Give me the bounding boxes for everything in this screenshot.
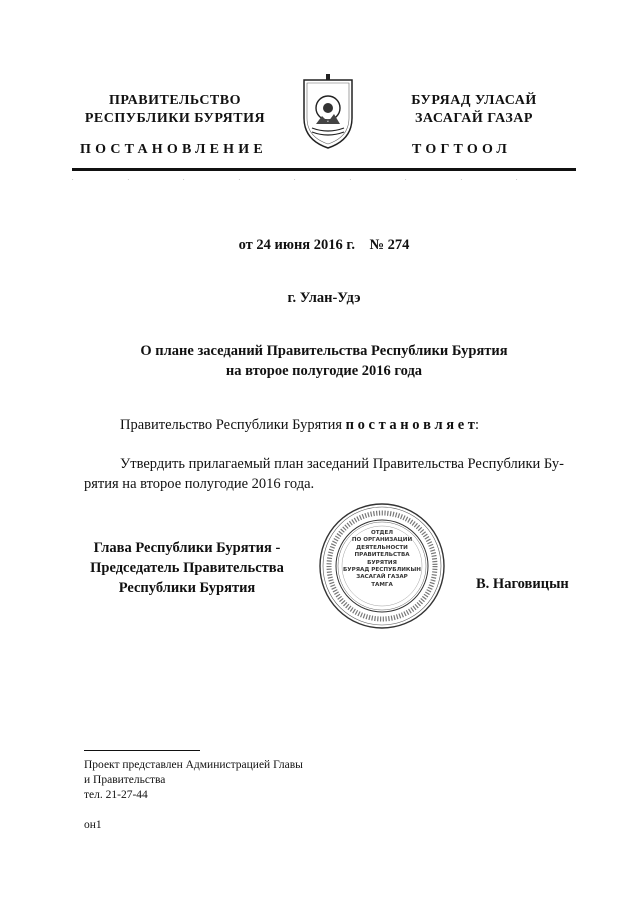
header-right-line1: БУРЯАД УЛАСАЙ xyxy=(411,93,537,108)
intro-suffix: : xyxy=(474,417,479,433)
seal-inner-text xyxy=(342,530,422,589)
official-seal xyxy=(318,502,446,630)
footer-code: он1 xyxy=(84,819,102,831)
city: г. Улан-Удэ xyxy=(287,290,361,306)
intro-prefix: Правительство Республики Бурятия xyxy=(120,417,346,433)
title-line1: О плане заседаний Правительства Республики Бурятия xyxy=(140,343,508,359)
seal-line: ТАМГА xyxy=(371,581,393,588)
seal-line: БУРЯТИЯ xyxy=(367,559,397,566)
footer-line2: и Правительства xyxy=(84,774,166,786)
footer-note xyxy=(84,758,384,803)
header-right-line2: ЗАСАГАЙ ГАЗАР xyxy=(415,111,533,126)
doc-type-left: ПОСТАНОВЛЕНИЕ xyxy=(80,142,267,157)
seal-line: БУРЯАД РЕСПУБЛИКЫН xyxy=(343,567,421,574)
seal-line: ПРАВИТЕЛЬСТВА xyxy=(354,552,410,559)
signature-title xyxy=(72,538,302,598)
title-line2: на второе полугодие 2016 года xyxy=(225,363,423,379)
header-dotted-line: ......... xyxy=(72,176,572,182)
header-left-line1: ПРАВИТЕЛЬСТВО xyxy=(109,93,241,108)
seal-line: ЗАСАГАЙ ГАЗАР xyxy=(356,574,408,581)
intro-paragraph xyxy=(120,415,576,435)
document-title xyxy=(72,341,576,381)
seal-line: ДЕЯТЕЛЬНОСТИ xyxy=(356,544,408,551)
signature-title-line3: Республики Бурятия xyxy=(118,580,256,596)
seal-line: ПО ОРГАНИЗАЦИИ xyxy=(351,537,413,544)
para-line2: рятия на второе полугодие 2016 года. xyxy=(84,476,315,492)
footer-line1: Проект представлен Администрацией Главы xyxy=(84,759,303,771)
footer-phone: тел. 21-27-44 xyxy=(84,789,148,801)
doc-type-right: ТОГТООЛ xyxy=(412,142,512,157)
seal-line: ОТДЕЛ xyxy=(370,530,394,536)
signer-name: В. Наговицын xyxy=(476,576,569,592)
main-paragraph xyxy=(84,454,576,494)
para-line1: Утвердить прилагаемый план заседаний Правительства Республики Бу- xyxy=(120,456,564,472)
date-number: от 24 июня 2016 г. № 274 xyxy=(238,237,410,253)
signature-title-line1: Глава Республики Бурятия - xyxy=(93,540,281,556)
coat-of-arms-emblem xyxy=(296,72,360,152)
footer-divider xyxy=(84,750,200,751)
header-left-line2: РЕСПУБЛИКИ БУРЯТИЯ xyxy=(84,111,266,126)
header-divider xyxy=(72,168,576,171)
signature-title-line2: Председатель Правительства xyxy=(90,560,284,576)
header-right-block xyxy=(388,92,560,128)
header-left-block xyxy=(80,92,270,128)
intro-verb: п о с т а н о в л я е т xyxy=(345,417,475,433)
